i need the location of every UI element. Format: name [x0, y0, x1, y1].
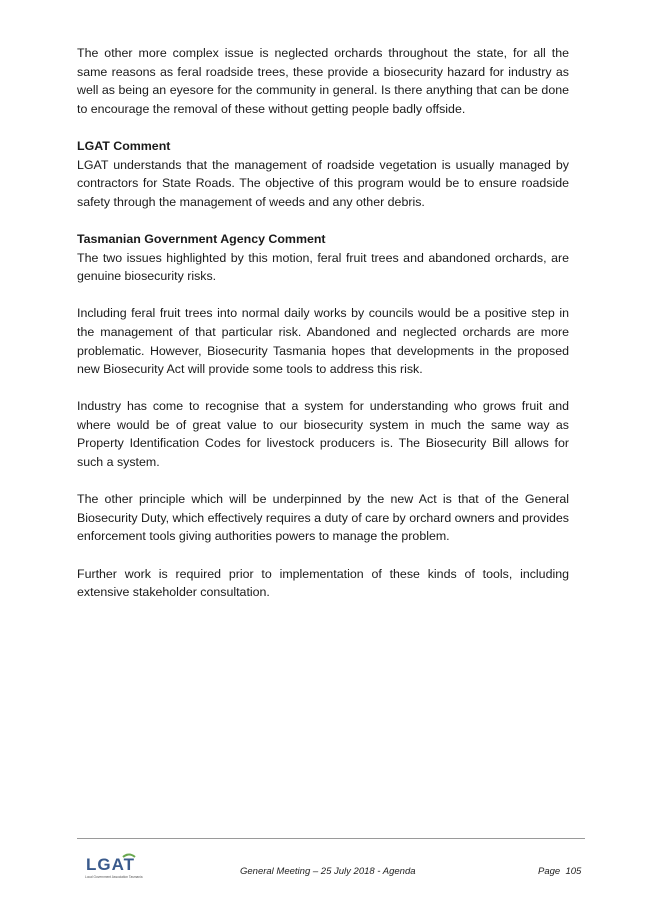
document-body [77, 44, 569, 620]
footer-meeting-label: General Meeting – 25 July 2018 - Agenda [240, 866, 416, 877]
tas-gov-paragraph-5: Further work is required prior to implementation of these kinds of tools, including extensive stakeholder consultation. [77, 566, 569, 600]
footer-divider [77, 838, 585, 839]
tas-gov-paragraph-2: Including feral fruit trees into normal daily works by councils would be a positive step in the management of that particular risk. Abandoned and neglected orchards are more problematic. However, Biosecurity Tasmania hopes that developments in the proposed new Biosecurity Act will provide some tools to address this risk. [77, 306, 569, 377]
intro-paragraph: The other more complex issue is neglected orchards throughout the state, for all the same reasons as feral roadside trees, these provide a biosecurity hazard for industry as well as being an eyesore for the community in general. Is there anything that can be done to encourage the removal of these without getting people badly offside. [77, 46, 569, 116]
tas-gov-paragraph-3: Industry has come to recognise that a system for understanding who grows fruit and where would be of great value to our biosecurity system in much the same way as Property Identification Codes for livestock producers is. The Biosecurity Bill allows for such a system. [77, 399, 569, 470]
tas-gov-comment-heading: Tasmanian Government Agency Comment [77, 231, 326, 246]
tas-gov-paragraph-4: The other principle which will be underpinned by the new Act is that of the General Biosecurity Duty, which effectively requires a duty of care by orchard owners and provides enforcement tools giving authorities powers to manage the problem. [77, 492, 569, 544]
tas-gov-paragraph-1: The two issues highlighted by this motion, feral fruit trees and abandoned orchards, are genuine biosecurity risks. [77, 250, 569, 284]
lgat-comment-paragraph: LGAT understands that the management of roadside vegetation is usually managed by contractors for State Roads. The objective of this program would be to ensure roadside safety through the management of weeds and any other debris. [77, 157, 569, 209]
lgat-logo [83, 852, 145, 880]
footer-page-number: Page 105 [538, 866, 582, 877]
lgat-comment-heading: LGAT Comment [77, 138, 171, 153]
logo-subtext: Local Government Association Tasmania [85, 875, 143, 879]
logo-wordmark: LGAT [86, 855, 136, 874]
